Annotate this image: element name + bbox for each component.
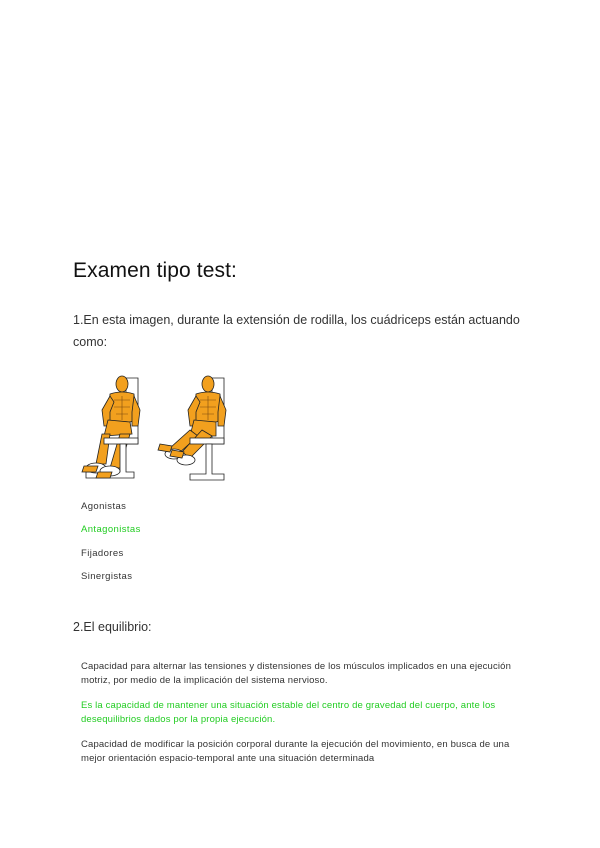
page-title: Examen tipo test: (73, 259, 237, 282)
q1-option-fijadores: Fijadores (81, 548, 124, 559)
leg-extension-illustration (74, 374, 234, 488)
question-1: 1.En esta imagen, durante la extensión de rodilla, los cuádriceps están actuando como: (73, 313, 520, 349)
question-2: 2.El equilibrio: (73, 620, 152, 634)
q2-option-2: Es la capacidad de mantener una situación estable del centro de gravedad del cuerpo, ante los desequilibrios dados por la propia ejecución. (81, 700, 496, 725)
figure-seated-bent (82, 376, 140, 478)
q1-option-antagonistas: Antagonistas (81, 524, 141, 535)
q1-option-sinergistas: Sinergistas (81, 571, 133, 582)
figure-seated-extended (158, 376, 226, 480)
q1-option-agonistas: Agonistas (81, 501, 127, 512)
q2-option-1: Capacidad para alternar las tensiones y distensiones de los músculos implicados en una ejecución motriz, por medio de la implicación del sistema nervioso. (81, 661, 512, 686)
q2-option-3: Capacidad de modificar la posición corporal durante la ejecución del movimiento, en busca de una mejor orientación espacio-temporal ante una situación determinada (81, 739, 510, 764)
